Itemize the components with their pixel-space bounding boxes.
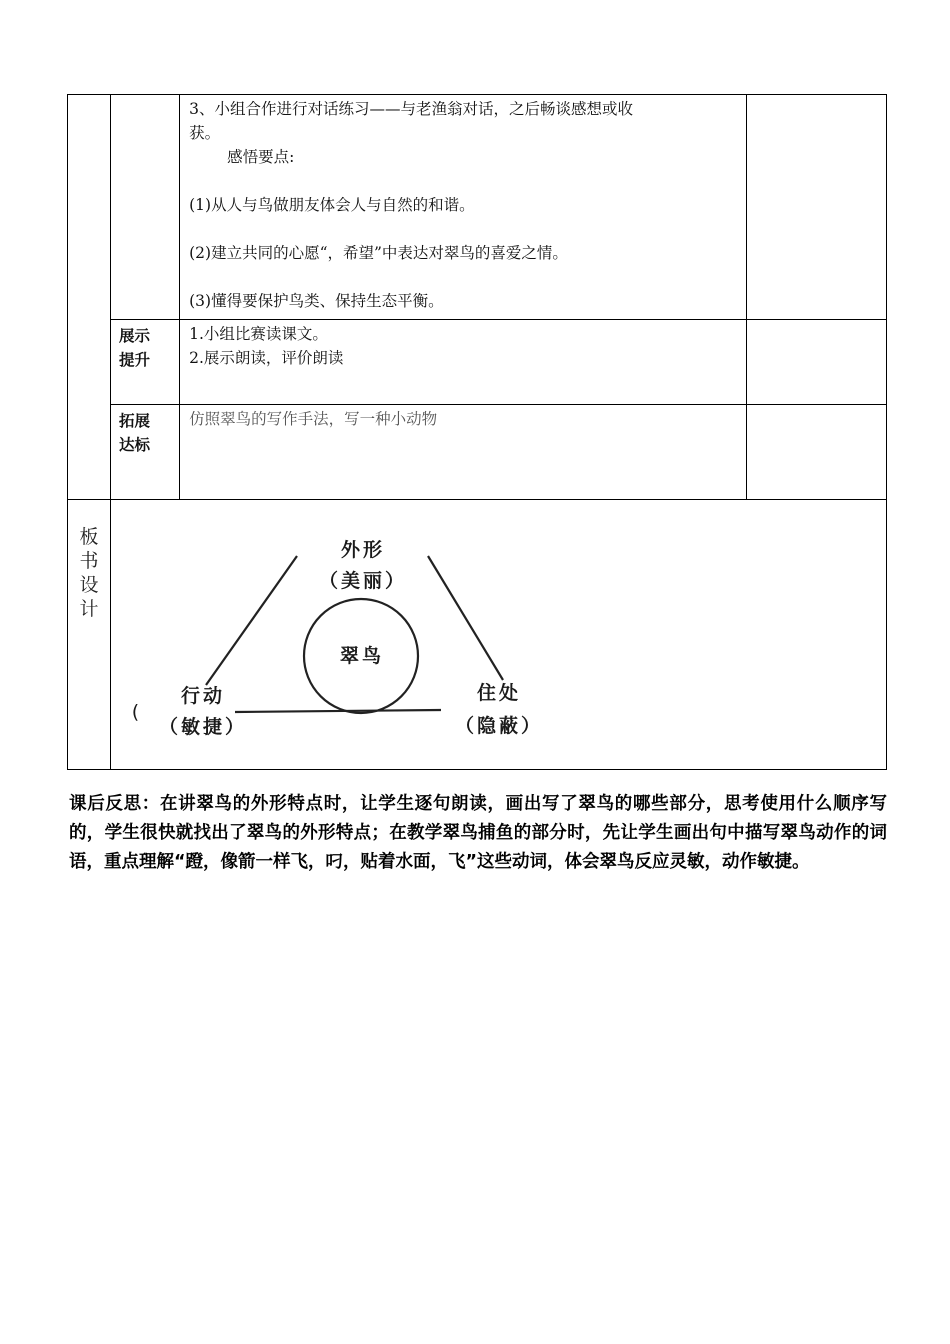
diagram-left-sub: （敏捷） — [159, 716, 248, 738]
diagram-right-label: 住处 — [477, 682, 522, 704]
board-label-char: 设 — [79, 574, 99, 596]
board-diagram-cell — [111, 500, 887, 770]
insight-point-2: (2)建立共同的心愿“，希望”中表达对翠鸟的喜爱之情。 — [189, 244, 568, 262]
empty-stage-cell — [111, 95, 180, 320]
diagram-left-label: 行动 — [181, 685, 226, 707]
notes-cell — [746, 405, 886, 500]
diagram-stray-mark: ( — [131, 701, 143, 723]
showcase-content — [180, 320, 747, 405]
diagram-center-label: 翠鸟 — [340, 645, 385, 667]
board-design-row — [68, 500, 887, 770]
extension-label — [111, 405, 180, 500]
board-label-char: 书 — [79, 550, 99, 572]
diagram-top-sub: （美丽） — [319, 570, 408, 592]
diagram-bottom-edge — [235, 710, 441, 712]
extension-row — [68, 405, 887, 500]
diagram-right-sub: （隐蔽） — [455, 715, 544, 737]
extension-label-line-2: 达标 — [119, 436, 151, 454]
lesson-plan-table — [67, 94, 887, 770]
notes-cell — [746, 320, 886, 405]
diagram-right-edge — [428, 556, 503, 680]
dialogue-line-1: 3、小组合作进行对话练习——与老渔翁对话，之后畅谈感想或收 — [189, 100, 633, 118]
post-lesson-reflection: 课后反思：在讲翠鸟的外形特点时，让学生逐句朗读，画出写了翠鸟的哪些部分，思考使用什么顺序写的，学生很快就找出了翠鸟的外形特点；在教学翠鸟捕鱼的部分时，先让学生画出句中描写翠鸟动作的词语，重点理解“蹬，像箭一样飞，叼，贴着水面，飞”这些动词，体会翠鸟反应灵敏，动作敏捷。 — [69, 794, 887, 872]
diagram-left-edge — [206, 556, 297, 685]
board-diagram — [111, 500, 886, 768]
dialogue-line-2: 获。 — [189, 124, 221, 142]
extension-task: 仿照翠鸟的写作手法，写一种小动物 — [189, 410, 438, 428]
notes-cell — [746, 95, 886, 320]
empty-margin-cell — [68, 95, 111, 500]
showcase-label-line-1: 展示 — [119, 327, 151, 345]
board-label-char: 计 — [79, 598, 99, 620]
insight-point-3: (3)懂得要保护鸟类、保持生态平衡。 — [189, 292, 444, 310]
insight-point-1: (1)从人与鸟做朋友体会人与自然的和谐。 — [189, 196, 475, 214]
showcase-label — [111, 320, 180, 405]
board-design-label — [68, 500, 111, 770]
showcase-item-2: 2.展示朗读，评价朗读 — [189, 349, 344, 367]
diagram-top-label: 外形 — [341, 539, 386, 561]
showcase-item-1: 1.小组比赛读课文。 — [189, 325, 328, 343]
showcase-label-line-2: 提升 — [119, 351, 151, 369]
dialogue-practice-row — [68, 95, 887, 320]
insight-points-heading: 感悟要点: — [227, 148, 295, 166]
dialogue-practice-content — [180, 95, 747, 320]
extension-content — [180, 405, 747, 500]
extension-label-line-1: 拓展 — [119, 412, 151, 430]
board-label-char: 板 — [79, 526, 99, 548]
showcase-row — [68, 320, 887, 405]
